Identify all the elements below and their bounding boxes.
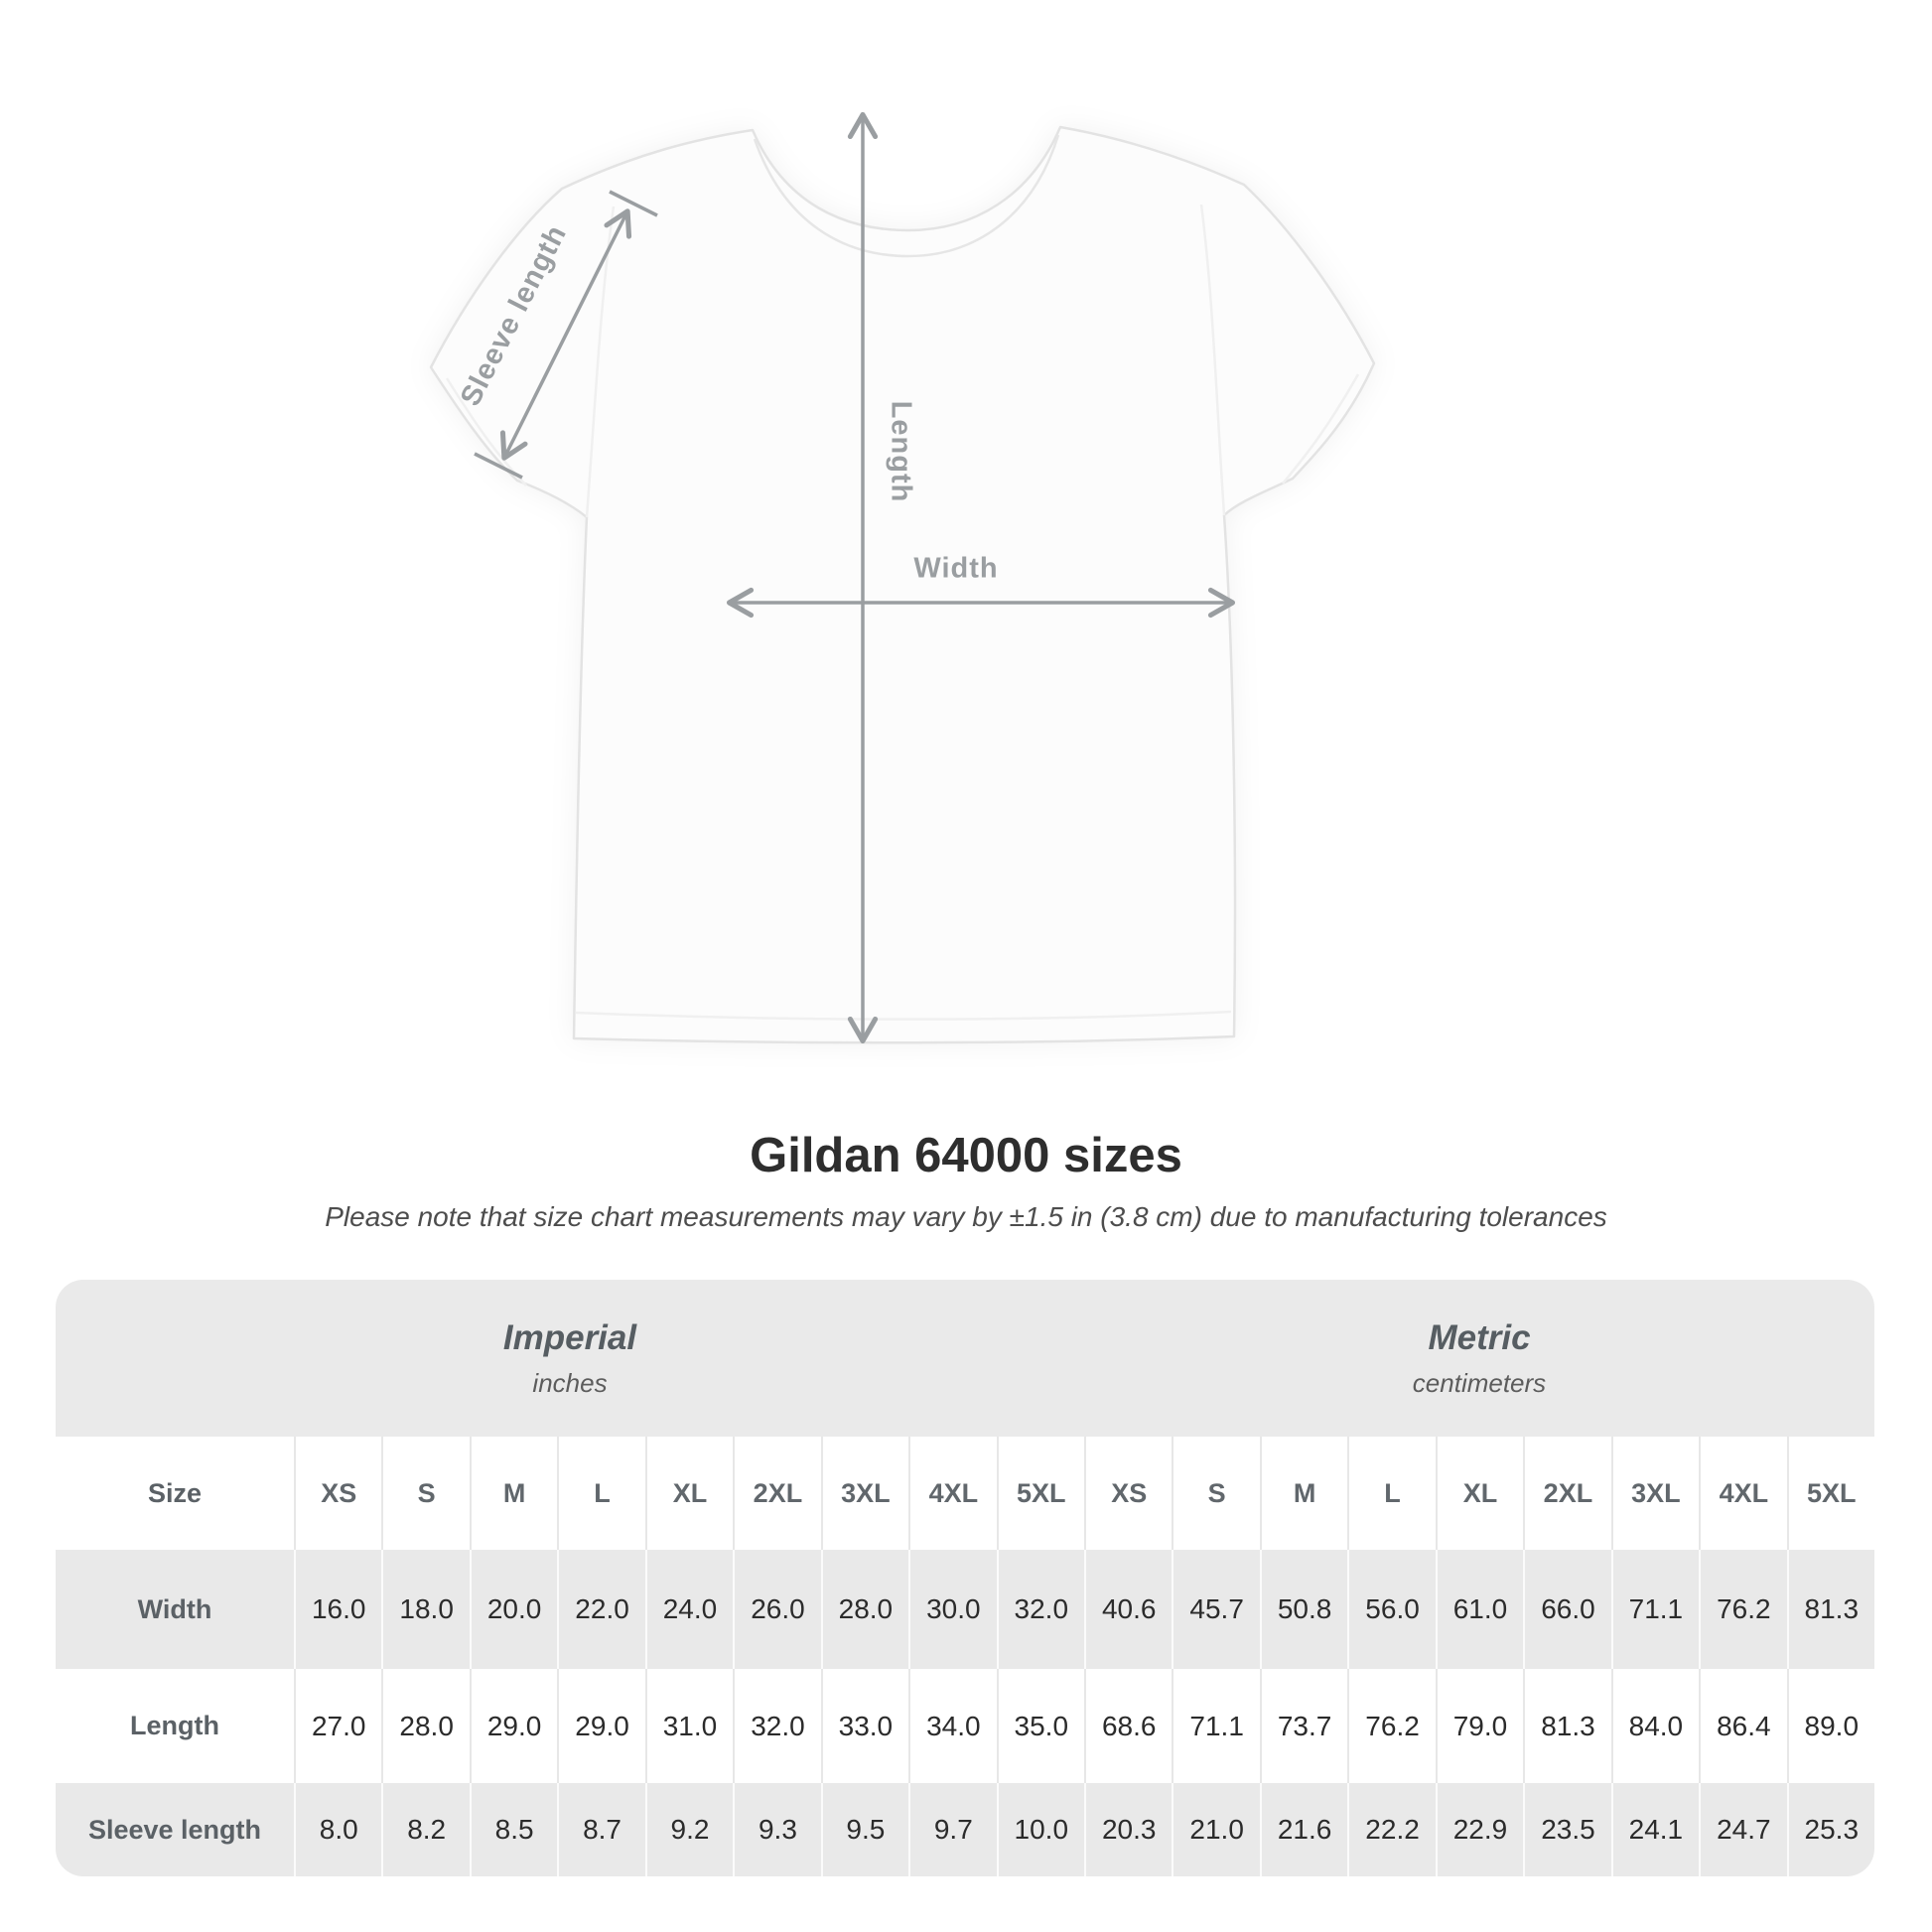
- table-cell: 18.0: [381, 1550, 469, 1669]
- size-header-label: Size: [147, 1477, 203, 1508]
- table-cell: 24.7: [1699, 1783, 1786, 1876]
- imperial-title: Imperial: [502, 1317, 637, 1357]
- table-cell: 86.4: [1699, 1669, 1786, 1783]
- width-row: [56, 1550, 1874, 1669]
- size-col-header: 2XL: [733, 1437, 820, 1550]
- size-col-header: S: [1172, 1437, 1259, 1550]
- table-cell: 8.0: [294, 1783, 381, 1876]
- row-label: Sleeve length: [87, 1814, 262, 1845]
- table-cell: 35.0: [997, 1669, 1084, 1783]
- table-cell: 68.6: [1084, 1669, 1172, 1783]
- size-col-header: 2XL: [1523, 1437, 1610, 1550]
- table-cell: 21.6: [1260, 1783, 1347, 1876]
- table-cell: 24.1: [1611, 1783, 1699, 1876]
- tolerance-note: Please note that size chart measurements may vary by ±1.5 in (3.8 cm) due to manufacturing tolerances: [325, 1201, 1607, 1232]
- table-cell: 20.3: [1084, 1783, 1172, 1876]
- imperial-unit: inches: [532, 1367, 608, 1398]
- size-col-header: S: [381, 1437, 469, 1550]
- table-cell: 10.0: [997, 1783, 1084, 1876]
- size-table: [56, 1280, 1874, 1876]
- table-cell: 9.5: [821, 1783, 908, 1876]
- table-cell: 22.2: [1347, 1783, 1435, 1876]
- table-cell: 50.8: [1260, 1550, 1347, 1669]
- metric-title: Metric: [1428, 1317, 1531, 1357]
- table-cell: 76.2: [1347, 1669, 1435, 1783]
- table-cell: 9.2: [645, 1783, 733, 1876]
- table-cell: 81.3: [1523, 1669, 1610, 1783]
- table-cell: 8.5: [470, 1783, 557, 1876]
- table-cell: 89.0: [1787, 1669, 1874, 1783]
- table-cell: 34.0: [908, 1669, 996, 1783]
- size-col-header: 5XL: [1787, 1437, 1874, 1550]
- table-cell: 22.9: [1436, 1783, 1523, 1876]
- table-cell: 21.0: [1172, 1783, 1259, 1876]
- table-cell: 66.0: [1523, 1550, 1610, 1669]
- table-cell: 16.0: [294, 1550, 381, 1669]
- table-cell: 61.0: [1436, 1550, 1523, 1669]
- size-col-header: XS: [1084, 1437, 1172, 1550]
- table-cell: 79.0: [1436, 1669, 1523, 1783]
- table-cell: 31.0: [645, 1669, 733, 1783]
- size-col-header: XL: [1436, 1437, 1523, 1550]
- size-col-header: L: [1347, 1437, 1435, 1550]
- table-cell: 29.0: [470, 1669, 557, 1783]
- table-cell: 56.0: [1347, 1550, 1435, 1669]
- table-cell: 23.5: [1523, 1783, 1610, 1876]
- table-cell: 24.0: [645, 1550, 733, 1669]
- table-cell: 20.0: [470, 1550, 557, 1669]
- size-col-header: M: [1260, 1437, 1347, 1550]
- table-cell: 22.0: [557, 1550, 644, 1669]
- size-col-header: 5XL: [997, 1437, 1084, 1550]
- length-label: Length: [885, 400, 917, 503]
- table-cell: 32.0: [733, 1669, 820, 1783]
- table-cell: 9.3: [733, 1783, 820, 1876]
- metric-section-header: [1084, 1280, 1874, 1437]
- units-header-band: [56, 1280, 1874, 1437]
- row-label: Width: [137, 1593, 212, 1624]
- table-cell: 71.1: [1611, 1550, 1699, 1669]
- table-cell: 27.0: [294, 1669, 381, 1783]
- size-col-header: 3XL: [1611, 1437, 1699, 1550]
- width-label: Width: [913, 552, 999, 585]
- sleeve-length-label: Sleeve length: [454, 219, 574, 412]
- size-col-header: XL: [645, 1437, 733, 1550]
- sleeve-length-row: [56, 1783, 1874, 1876]
- table-cell: 29.0: [557, 1669, 644, 1783]
- table-cell: 73.7: [1260, 1669, 1347, 1783]
- table-cell: 9.7: [908, 1783, 996, 1876]
- table-cell: 8.7: [557, 1783, 644, 1876]
- table-cell: 45.7: [1172, 1550, 1259, 1669]
- tshirt-silhouette: [431, 127, 1374, 1042]
- metric-unit: centimeters: [1412, 1367, 1547, 1398]
- table-cell: 33.0: [821, 1669, 908, 1783]
- size-col-header: XS: [294, 1437, 381, 1550]
- table-cell: 26.0: [733, 1550, 820, 1669]
- page-title: Gildan 64000 sizes: [750, 1129, 1182, 1182]
- size-header-row: [56, 1437, 1874, 1550]
- table-cell: 8.2: [381, 1783, 469, 1876]
- size-col-header: 4XL: [1699, 1437, 1786, 1550]
- table-cell: 32.0: [997, 1550, 1084, 1669]
- size-col-header: 3XL: [821, 1437, 908, 1550]
- table-cell: 40.6: [1084, 1550, 1172, 1669]
- table-cell: 30.0: [908, 1550, 996, 1669]
- table-cell: 76.2: [1699, 1550, 1786, 1669]
- table-cell: 81.3: [1787, 1550, 1874, 1669]
- size-col-header: 4XL: [908, 1437, 996, 1550]
- table-cell: 28.0: [381, 1669, 469, 1783]
- table-cell: 71.1: [1172, 1669, 1259, 1783]
- length-row: [56, 1669, 1874, 1783]
- imperial-section-header: [56, 1280, 1084, 1437]
- table-cell: 28.0: [821, 1550, 908, 1669]
- table-cell: 25.3: [1787, 1783, 1874, 1876]
- size-col-header: M: [470, 1437, 557, 1550]
- size-col-header: L: [557, 1437, 644, 1550]
- table-cell: 84.0: [1611, 1669, 1699, 1783]
- row-label: Length: [130, 1711, 219, 1740]
